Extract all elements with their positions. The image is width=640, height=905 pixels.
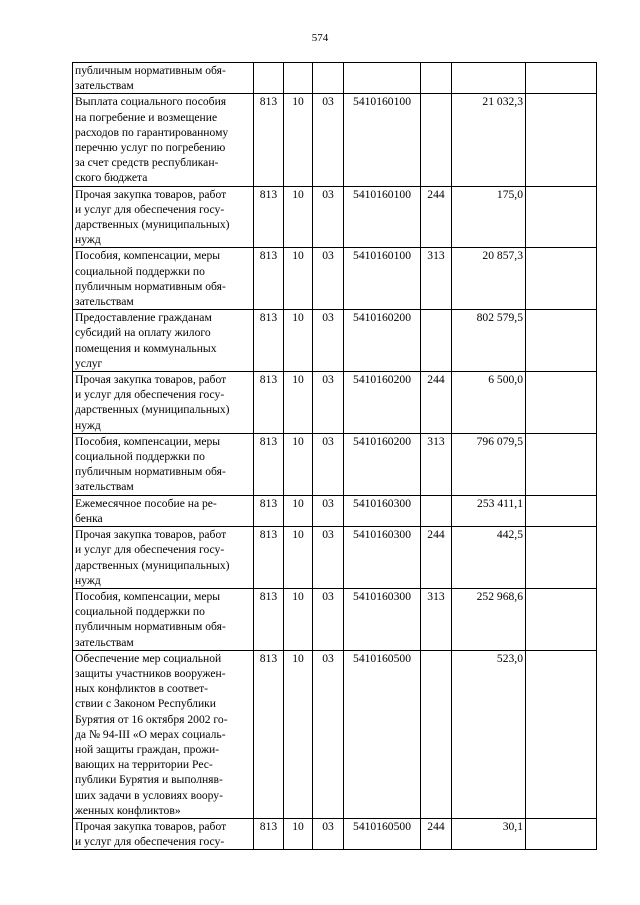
table-body	[73, 63, 597, 850]
extra-cell	[526, 248, 597, 310]
name-line: Бурятия от 16 октября 2002 го-	[75, 712, 228, 726]
name-line: Ежемесячное пособие на ре-	[75, 496, 217, 510]
extra-cell	[526, 186, 597, 248]
subsection-cell: 03	[313, 527, 344, 589]
grbs-cell: 813	[254, 433, 284, 495]
amount-cell: 253 411,1	[452, 495, 526, 526]
name-line: дарственных (муниципальных)	[75, 403, 230, 417]
expense-type-cell: 313	[421, 588, 452, 650]
subsection-cell: 03	[313, 94, 344, 186]
section-cell: 10	[284, 310, 313, 372]
expense-type-cell	[421, 63, 452, 94]
extra-cell	[526, 310, 597, 372]
row-name-cell	[73, 588, 254, 650]
expense-type-cell	[421, 650, 452, 818]
table-row	[73, 248, 597, 310]
amount-cell: 252 968,6	[452, 588, 526, 650]
subsection-cell: 03	[313, 495, 344, 526]
section-cell	[284, 63, 313, 94]
grbs-cell: 813	[254, 495, 284, 526]
name-line: зательствам	[75, 480, 134, 494]
name-line: нужд	[75, 233, 101, 247]
target-article-cell: 5410160200	[344, 310, 421, 372]
name-line: социальной поддержки по	[75, 264, 205, 278]
name-line: дарственных (муниципальных)	[75, 558, 230, 572]
name-line: зательствам	[75, 79, 134, 93]
table-row	[73, 186, 597, 248]
row-name-cell	[73, 433, 254, 495]
row-name-cell	[73, 63, 254, 94]
row-name-cell	[73, 94, 254, 186]
row-name-cell	[73, 248, 254, 310]
table-row	[73, 527, 597, 589]
subsection-cell	[313, 63, 344, 94]
name-line: бенка	[75, 511, 103, 525]
extra-cell	[526, 818, 597, 849]
expense-type-cell: 244	[421, 186, 452, 248]
section-cell: 10	[284, 650, 313, 818]
grbs-cell	[254, 63, 284, 94]
name-line: ных конфликтов в соответ-	[75, 682, 209, 696]
section-cell: 10	[284, 588, 313, 650]
name-line: Пособия, компенсации, меры	[75, 589, 221, 603]
expense-type-cell	[421, 94, 452, 186]
name-line: и услуг для обеспечения госу-	[75, 543, 225, 557]
subsection-cell: 03	[313, 650, 344, 818]
grbs-cell: 813	[254, 588, 284, 650]
target-article-cell: 5410160100	[344, 248, 421, 310]
table-row	[73, 63, 597, 94]
expense-type-cell: 313	[421, 433, 452, 495]
subsection-cell: 03	[313, 186, 344, 248]
extra-cell	[526, 588, 597, 650]
expense-type-cell: 313	[421, 248, 452, 310]
subsection-cell: 03	[313, 433, 344, 495]
expense-type-cell	[421, 495, 452, 526]
subsection-cell: 03	[313, 372, 344, 434]
name-line: Предоставление гражданам	[75, 311, 212, 325]
target-article-cell	[344, 63, 421, 94]
name-line: зательствам	[75, 635, 134, 649]
extra-cell	[526, 94, 597, 186]
name-line: помещения и коммунальных	[75, 341, 217, 355]
target-article-cell: 5410160200	[344, 372, 421, 434]
name-line: социальной поддержки по	[75, 605, 205, 619]
target-article-cell: 5410160300	[344, 495, 421, 526]
table-row	[73, 818, 597, 849]
name-line: Прочая закупка товаров, работ	[75, 819, 227, 833]
name-line: Пособия, компенсации, меры	[75, 249, 221, 263]
table-row	[73, 310, 597, 372]
table-row	[73, 372, 597, 434]
table-row	[73, 495, 597, 526]
row-name-cell	[73, 310, 254, 372]
name-line: и услуг для обеспечения госу-	[75, 202, 225, 216]
name-line: Прочая закупка товаров, работ	[75, 373, 227, 387]
name-line: публичным нормативным обя-	[75, 279, 226, 293]
target-article-cell: 5410160100	[344, 94, 421, 186]
extra-cell	[526, 650, 597, 818]
amount-cell: 523,0	[452, 650, 526, 818]
name-line: нужд	[75, 418, 101, 432]
name-line: и услуг для обеспечения госу-	[75, 835, 225, 849]
target-article-cell: 5410160300	[344, 527, 421, 589]
name-line: на погребение и возмещение	[75, 110, 218, 124]
amount-cell: 175,0	[452, 186, 526, 248]
expense-type-cell	[421, 310, 452, 372]
expense-type-cell: 244	[421, 527, 452, 589]
extra-cell	[526, 433, 597, 495]
subsection-cell: 03	[313, 310, 344, 372]
subsection-cell: 03	[313, 818, 344, 849]
section-cell: 10	[284, 495, 313, 526]
amount-cell: 802 579,5	[452, 310, 526, 372]
row-name-cell	[73, 495, 254, 526]
section-cell: 10	[284, 94, 313, 186]
name-line: женных конфликтов»	[75, 803, 181, 817]
section-cell: 10	[284, 186, 313, 248]
name-line: ского бюджета	[75, 171, 148, 185]
name-line: зательствам	[75, 295, 134, 309]
table-row	[73, 588, 597, 650]
section-cell: 10	[284, 372, 313, 434]
row-name-cell	[73, 818, 254, 849]
name-line: нужд	[75, 573, 101, 587]
name-line: расходов по гарантированному	[75, 125, 229, 139]
name-line: дарственных (муниципальных)	[75, 218, 230, 232]
name-line: услуг	[75, 356, 103, 370]
amount-cell	[452, 63, 526, 94]
target-article-cell: 5410160500	[344, 650, 421, 818]
section-cell: 10	[284, 818, 313, 849]
name-line: да № 94-III «О мерах социаль-	[75, 727, 226, 741]
name-line: вающих на территории Рес-	[75, 758, 213, 772]
table-row	[73, 94, 597, 186]
name-line: Обеспечение мер социальной	[75, 651, 222, 665]
row-name-cell	[73, 372, 254, 434]
amount-cell: 796 079,5	[452, 433, 526, 495]
extra-cell	[526, 63, 597, 94]
grbs-cell: 813	[254, 527, 284, 589]
section-cell: 10	[284, 527, 313, 589]
amount-cell: 21 032,3	[452, 94, 526, 186]
name-line: субсидий на оплату жилого	[75, 326, 211, 340]
name-line: публичным нормативным обя-	[75, 465, 226, 479]
name-line: ствии с Законом Республики	[75, 697, 217, 711]
name-line: публичным нормативным обя-	[75, 64, 226, 77]
grbs-cell: 813	[254, 650, 284, 818]
table-row	[73, 650, 597, 818]
row-name-cell	[73, 186, 254, 248]
section-cell: 10	[284, 248, 313, 310]
name-line: Прочая закупка товаров, работ	[75, 528, 227, 542]
budget-table	[72, 62, 597, 850]
expense-type-cell: 244	[421, 372, 452, 434]
name-line: публики Бурятия и выполняв-	[75, 773, 223, 787]
extra-cell	[526, 372, 597, 434]
page-number: 574	[311, 32, 329, 44]
section-cell: 10	[284, 433, 313, 495]
name-line: публичным нормативным обя-	[75, 620, 226, 634]
name-line: перечню услуг по погребению	[75, 141, 226, 155]
grbs-cell: 813	[254, 94, 284, 186]
expense-type-cell: 244	[421, 818, 452, 849]
target-article-cell: 5410160300	[344, 588, 421, 650]
name-line: ших задачи в условиях воору-	[75, 788, 223, 802]
subsection-cell: 03	[313, 588, 344, 650]
name-line: за счет средств республикан-	[75, 156, 219, 170]
name-line: Выплата социального пособия	[75, 95, 227, 109]
table-row	[73, 433, 597, 495]
amount-cell: 442,5	[452, 527, 526, 589]
grbs-cell: 813	[254, 818, 284, 849]
target-article-cell: 5410160500	[344, 818, 421, 849]
extra-cell	[526, 495, 597, 526]
grbs-cell: 813	[254, 248, 284, 310]
name-line: защиты участников вооружен-	[75, 666, 226, 680]
row-name-cell	[73, 527, 254, 589]
name-line: Пособия, компенсации, меры	[75, 434, 221, 448]
target-article-cell: 5410160200	[344, 433, 421, 495]
name-line: Прочая закупка товаров, работ	[75, 187, 227, 201]
grbs-cell: 813	[254, 186, 284, 248]
row-name-cell	[73, 650, 254, 818]
grbs-cell: 813	[254, 372, 284, 434]
extra-cell	[526, 527, 597, 589]
subsection-cell: 03	[313, 248, 344, 310]
amount-cell: 30,1	[452, 818, 526, 849]
target-article-cell: 5410160100	[344, 186, 421, 248]
amount-cell: 20 857,3	[452, 248, 526, 310]
name-line: ной защиты граждан, прожи-	[75, 742, 220, 756]
name-line: социальной поддержки по	[75, 450, 205, 464]
name-line: и услуг для обеспечения госу-	[75, 388, 225, 402]
grbs-cell: 813	[254, 310, 284, 372]
amount-cell: 6 500,0	[452, 372, 526, 434]
